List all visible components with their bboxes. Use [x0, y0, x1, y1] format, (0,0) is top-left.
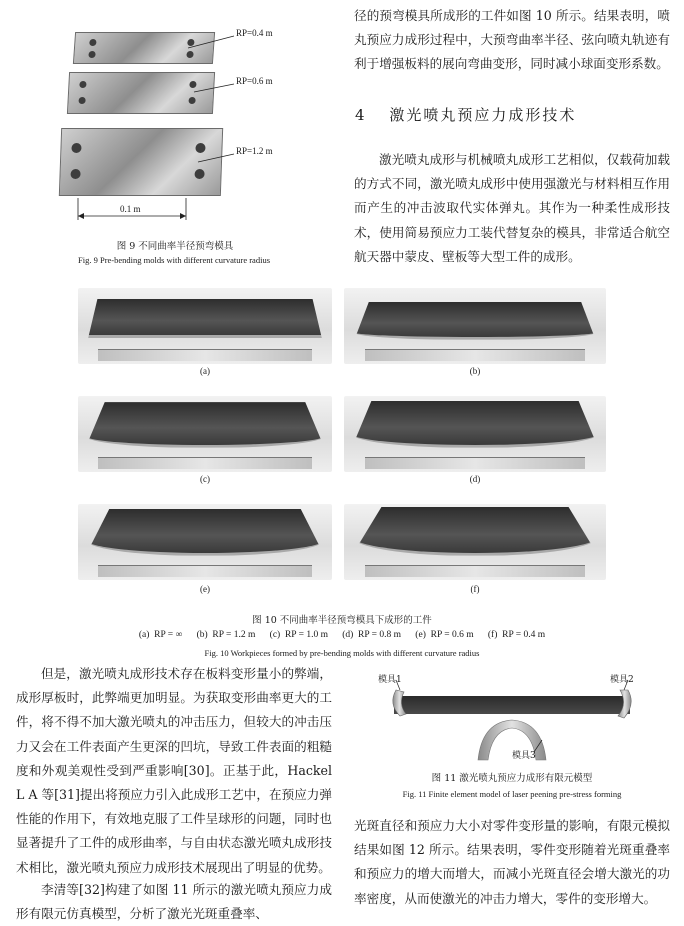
photo-f	[344, 504, 606, 580]
body-paragraph-1: 但是，激光喷丸成形技术存在板料变形量小的弊端，成形厚板时，此弊端更加明显。为获取变形曲率更大的工件，将不得不加大激光喷丸的冲击压力，但较大的冲击压力又会在工件表面产生更深的凹坑，导致工件表面的粗糙度和外观美观性受到严重影响[30]。正基于此，Hackel L A 等[31]提出将预应力引入此成形工艺中，在预应力弹性能的作用下，有效地克服了工件呈球形的问题，同时也显著提升了工件的成形曲率，与自由状态激光喷丸成形技术相比，激光喷丸预应力成形技术展现出了明显的优势。	[16, 666, 332, 875]
figure-10	[0, 280, 684, 610]
photo-d	[344, 396, 606, 472]
section-paragraph: 激光喷丸成形与机械喷丸成形工艺相似，仅载荷加载的方式不同，激光喷丸成形中使用强激光与材料相互作用而产生的冲击波取代实体弹丸。其作为一种柔性成形技术，使用简易预应力工装代替复杂的模具，非常适合航空航天器中蒙皮、壁板等大型工件的成形。	[354, 152, 670, 264]
section-title: 激光喷丸预应力成形技术	[389, 106, 577, 124]
fig11-caption-en: Fig. 11 Finite element model of laser peening pre-stress forming	[402, 789, 622, 799]
mold-3-label: 模具3	[512, 751, 536, 761]
fig10-caption-zh: 图 10 不同曲率半径预弯模具下成形的工件	[252, 615, 432, 626]
workpiece	[86, 509, 325, 556]
sublabel-c: (c)	[200, 474, 210, 484]
fig9-caption-zh: 图 9 不同曲率半径预弯模具	[116, 241, 234, 252]
workpiece	[352, 401, 598, 448]
radius-label-3: RP=1.2 m	[236, 146, 273, 156]
fe-model-drawing	[366, 670, 656, 770]
workpiece	[86, 402, 325, 448]
ruler	[365, 457, 585, 469]
ruler	[98, 565, 311, 577]
radius-label-1: RP=0.4 m	[236, 28, 273, 38]
section-number: 4	[355, 106, 367, 124]
fig11-caption-zh: 图 11 激光喷丸预应力成形有限元模型	[431, 773, 593, 784]
radius-label-2: RP=0.6 m	[236, 76, 273, 86]
intro-paragraph: 径的预弯模具所成形的工件如图 10 所示。结果表明，喷丸预应力成形过程中，大预弯曲率半径、弦向喷丸轨迹有利于增强板料的展向弯曲变形，同时减小球面变形系数。	[354, 8, 670, 72]
figure-11	[366, 670, 656, 770]
ruler	[98, 457, 311, 469]
photo-e	[78, 504, 332, 580]
sublabel-d: (d)	[469, 474, 481, 484]
figure-9	[48, 20, 318, 235]
workpiece	[88, 299, 322, 338]
workpiece	[352, 507, 598, 556]
ruler	[365, 565, 585, 577]
results-paragraph: 光斑直径和预应力大小对零件变形量的影响，有限元模拟结果如图 12 所示。结果表明，零件变形随着光斑重叠率和预应力的增大而增大，而减小光斑直径会增大激光的功率密度，从而使激光的冲击力增大，零件的变形增大。	[354, 818, 670, 906]
sublabel-e: (e)	[200, 584, 210, 594]
mold-2-label: 模具2	[610, 675, 634, 685]
fe-plate	[394, 696, 630, 714]
workpiece	[354, 302, 595, 340]
scale-label: 0.1 m	[120, 204, 141, 214]
photo-c	[78, 396, 332, 472]
sublabel-b: (b)	[469, 366, 481, 376]
fig9-caption-en: Fig. 9 Pre-bending molds with different curvature radius	[78, 255, 270, 265]
body-paragraph-2: 李清等[32]构建了如图 11 所示的激光喷丸预应力成形有限元仿真模型，分析了激光光斑重叠率、	[16, 882, 332, 922]
fig10-caption-en: Fig. 10 Workpieces formed by pre-bending molds with different curvature radius	[204, 648, 480, 658]
photo-b	[344, 288, 606, 364]
label-leaders	[48, 20, 318, 235]
sublabel-a: (a)	[200, 366, 210, 376]
fig10-params: (a) RP = ∞ (b) RP = 1.2 m (c) RP = 1.0 m (d) RP = 0.8 m (e) RP = 0.6 m (f) RP = 0.4 m	[138, 630, 546, 640]
mold-1-label: 模具1	[378, 675, 402, 685]
ruler	[365, 349, 585, 361]
sublabel-f: (f)	[470, 584, 480, 594]
photo-a	[78, 288, 332, 364]
ruler	[98, 349, 311, 361]
section-heading	[355, 104, 671, 125]
